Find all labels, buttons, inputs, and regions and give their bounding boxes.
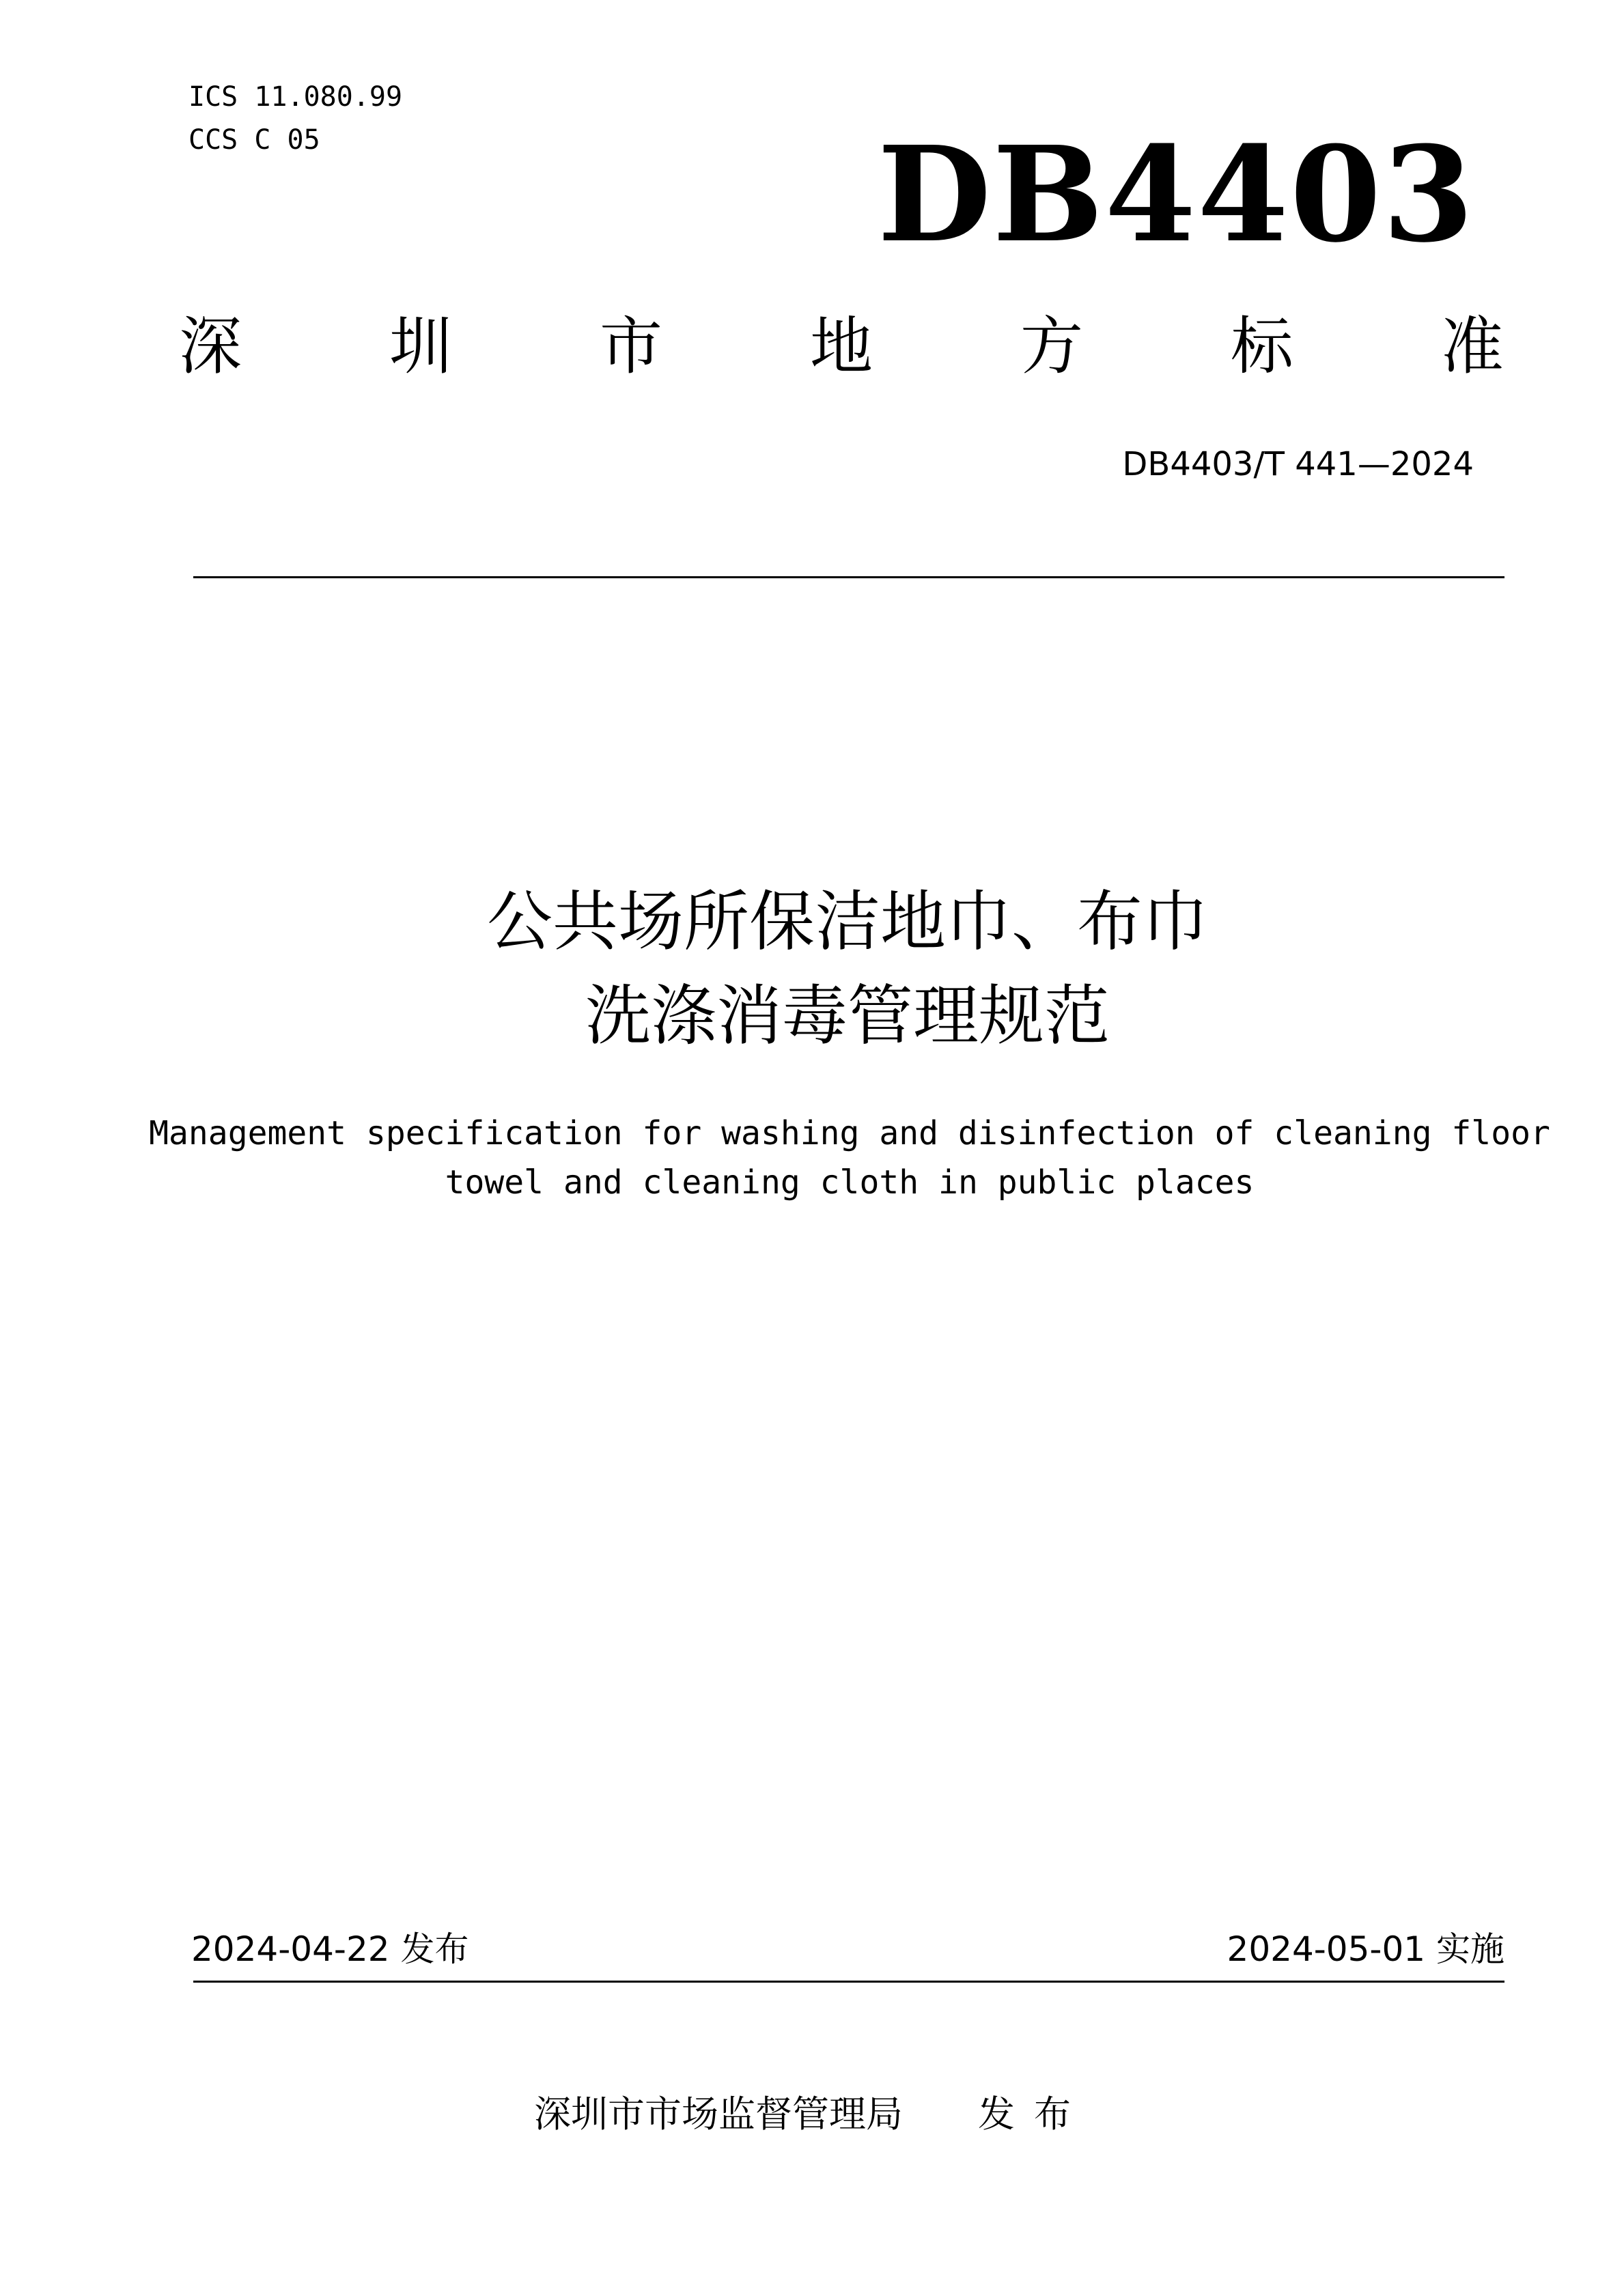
standard-type-char: 圳 xyxy=(389,310,452,383)
footer-divider xyxy=(193,1981,1504,1983)
issue-date: 2024-04-22 发布 xyxy=(191,1929,469,1969)
standard-type-char: 标 xyxy=(1230,310,1293,383)
title-en-line-1: Management specification for washing and disinfection of cleaning floor xyxy=(149,1114,1550,1152)
publisher-line xyxy=(0,2093,1624,2136)
implementation-date: 2024-05-01 实施 xyxy=(1227,1929,1504,1969)
title-en-line-2: towel and cleaning cloth in public places xyxy=(445,1163,1255,1202)
standard-type-char: 市 xyxy=(599,310,662,383)
standard-code: DB4403/T 441—2024 xyxy=(1122,445,1474,483)
standard-type-char: 地 xyxy=(809,310,873,383)
title-cn-line-2: 洗涤消毒管理规范 xyxy=(585,978,1110,1054)
standard-type-char: 方 xyxy=(1020,310,1083,383)
publisher-organization: 深圳市市场监督管理局 xyxy=(534,2093,903,2136)
ics-code: ICS 11.080.99 xyxy=(188,81,403,113)
header-divider xyxy=(193,576,1504,578)
standard-type-char: 深 xyxy=(179,310,242,383)
publisher-action: 发布 xyxy=(978,2093,1090,2136)
standard-type-heading xyxy=(179,310,1504,383)
title-cn-line-1: 公共场所保洁地巾、布巾 xyxy=(487,883,1208,960)
standard-type-char: 准 xyxy=(1440,310,1504,383)
standard-logo: DB4403 xyxy=(877,118,1475,272)
ccs-code: CCS C 05 xyxy=(188,124,320,156)
